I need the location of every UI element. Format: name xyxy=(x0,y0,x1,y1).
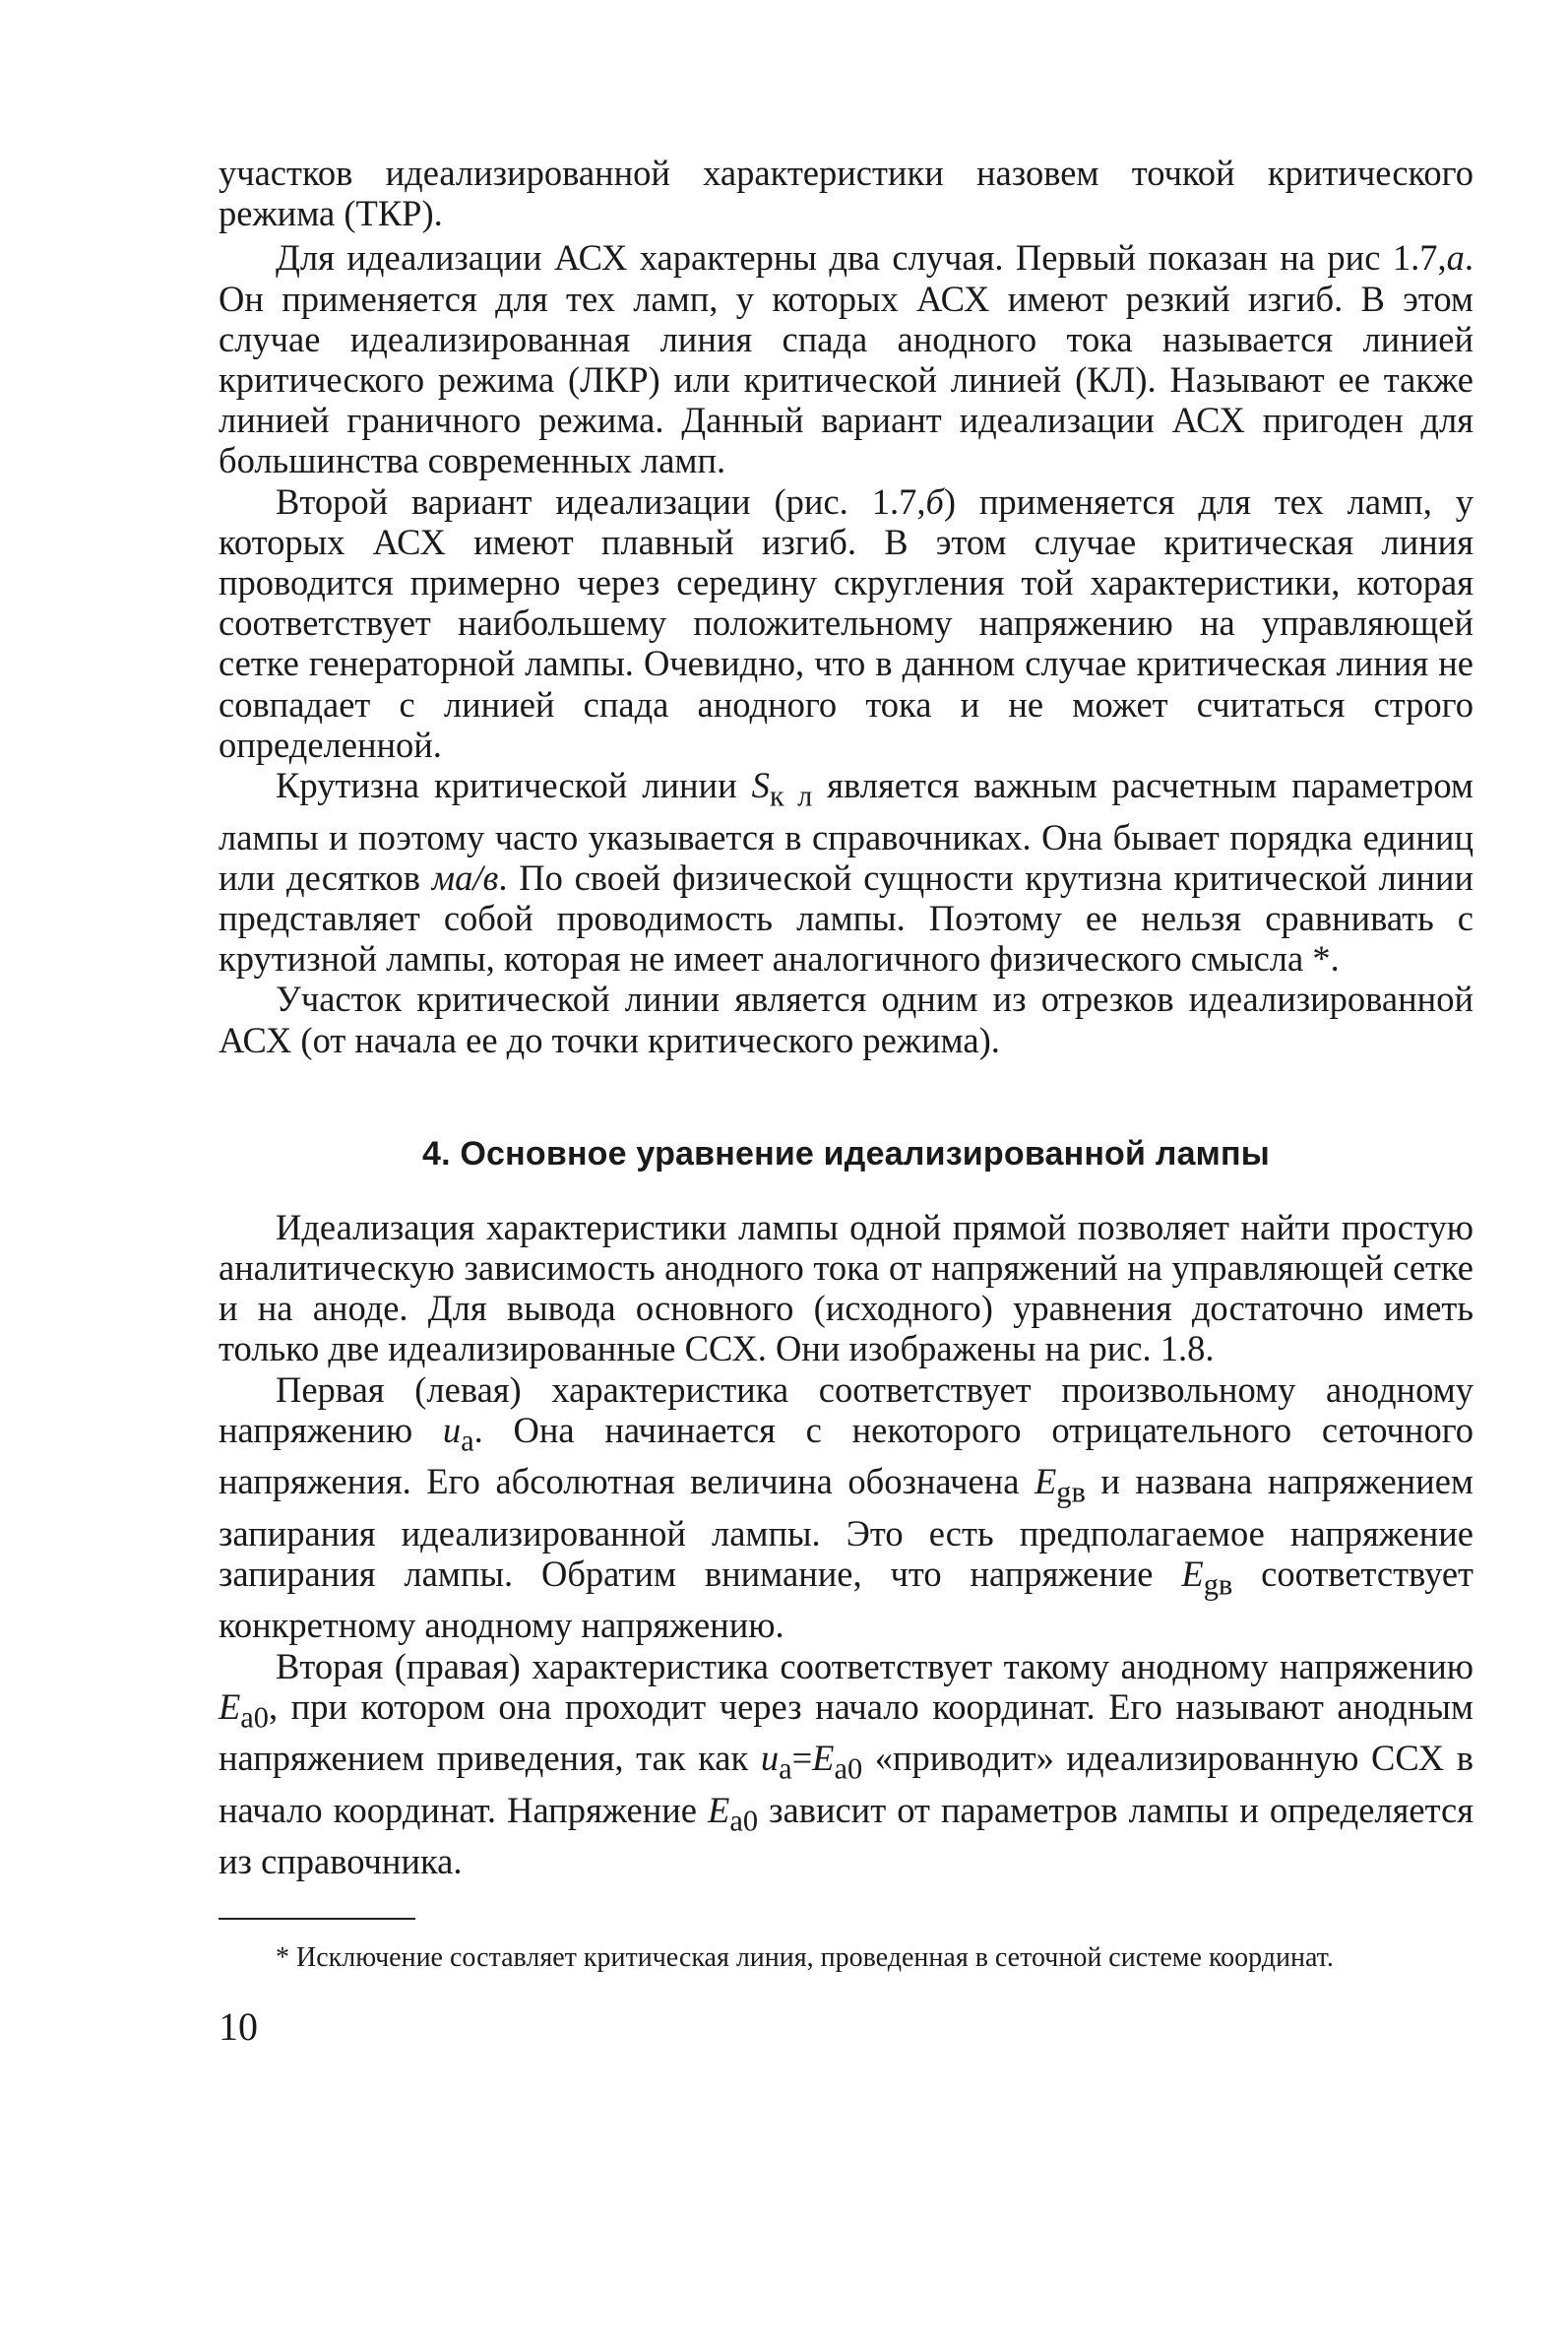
p8-subscript-1: а0 xyxy=(240,1700,269,1735)
page-body xyxy=(219,153,1474,2050)
p8-symbol-1: E xyxy=(219,1685,241,1727)
paragraph-5 xyxy=(219,979,1474,1059)
paragraph-8 xyxy=(219,1646,1474,1882)
paragraph-4 xyxy=(219,765,1474,979)
p1-text: участков идеализированной характеристики назовем точкой критического режима (ТКР). xyxy=(219,153,1474,234)
p3-fig-letter: б xyxy=(925,480,944,522)
p5-text: Участок критической линии является одним из отрезков идеализированной АСХ (от начала ее до точки критического режима). xyxy=(219,979,1474,1060)
p7-subscript-1: а xyxy=(461,1424,474,1458)
p8-text-b: , при котором она проходит через начало координат. Его называют анодным напряжением приведения, так как xyxy=(219,1685,1474,1779)
p4-unit: ма/в xyxy=(431,856,499,898)
p8-equals: = xyxy=(791,1738,813,1779)
p2-fig-letter: а xyxy=(1446,237,1465,279)
p8-text-c: «приводит» идеализированную ССХ в начало координат. Напряжение xyxy=(219,1738,1474,1830)
p7-symbol-3: E xyxy=(1181,1553,1204,1594)
p8-symbol-3: E xyxy=(812,1738,835,1779)
p8-subscript-3: а0 xyxy=(834,1751,863,1786)
p7-symbol-1: u xyxy=(442,1409,462,1450)
p7-subscript-2: gв xyxy=(1056,1475,1086,1509)
page-number: 10 xyxy=(219,2003,258,2049)
p8-text-d: зависит от параметров лампы и определяется из справочника. xyxy=(219,1789,1474,1882)
footnote-text: * Исключение составляет критическая линия, проведенная в сеточной системе координат. xyxy=(276,1941,1334,1973)
paragraph-7 xyxy=(219,1369,1474,1646)
p4-text-a: Крутизна критической линии xyxy=(276,765,737,806)
footnote-divider xyxy=(219,1918,415,1920)
footnote xyxy=(219,1941,1474,1974)
p4-text-b: является важным расчетным параметром лампы и поэтому часто указывается в справочниках. Она бывает порядка единиц или десятков xyxy=(219,765,1474,898)
p2-text-a: Для идеализации АСХ характерны два случая. Первый показан на рис 1.7, xyxy=(276,237,1447,279)
p7-text-a: Первая (левая) характеристика соответствует произвольному анодному напряжению xyxy=(219,1368,1474,1450)
p4-subscript: к л xyxy=(769,779,813,813)
p4-symbol: S xyxy=(751,765,770,806)
p7-text-c: и названа напряжением запирания идеализированной лампы. Это есть предполагаемое напряжение запирания лампы. Обратим внимание, что напряжение xyxy=(219,1461,1474,1594)
paragraph-6 xyxy=(219,1207,1474,1369)
section-heading: 4. Основное уравнение идеализированной лампы xyxy=(421,1134,1271,1173)
p8-text-a: Вторая (правая) характеристика соответствует такому анодному напряжению xyxy=(276,1645,1474,1686)
p3-text-b: ) применяется для тех ламп, у которых АСХ имеют плавный изгиб. В этом случае критическая линия проводится примерно через середину скругления той характеристики, которая соответствует наибольшему положительному напряжению на управляющей сетке генераторной лампы. Очевидно, что в данном случае критическая линия не совпадает с линией спада анодного тока и не может считаться строго определенной. xyxy=(219,480,1474,765)
p7-symbol-2: E xyxy=(1034,1461,1057,1502)
p7-text-d: соответствует конкретному анодному напряжению. xyxy=(219,1553,1474,1646)
p7-text-b: . Она начинается с некоторого отрицательного сеточного напряжения. Его абсолютная величина обозначена xyxy=(219,1409,1474,1502)
paragraph-3 xyxy=(219,481,1474,765)
p8-symbol-2: u xyxy=(760,1738,780,1779)
p6-text: Идеализация характеристики лампы одной прямой позволяет найти простую аналитическую зависимость анодного тока от напряжений на управляющей сетке и на аноде. Для вывода основного (исходного) уравнения достаточно иметь только две идеализированные ССХ. Они изображены на рис. 1.8. xyxy=(219,1206,1474,1369)
p8-symbol-4: E xyxy=(708,1789,730,1830)
p8-subscript-4: а0 xyxy=(729,1804,759,1838)
p7-subscript-3: gв xyxy=(1203,1567,1233,1602)
p4-text-c: . По своей физической сущности крутизна критической линии представляет собой проводимость лампы. Поэтому ее нельзя сравнивать с крутизной лампы, которая не имеет аналогичного физического смысла *. xyxy=(219,856,1474,980)
p8-subscript-2: а xyxy=(779,1751,792,1786)
p3-text-a: Второй вариант идеализации (рис. 1.7, xyxy=(276,480,926,522)
p2-text-b: . Он применяется для тех ламп, у которых АСХ имеют резкий изгиб. В этом случае идеализированная линия спада анодного тока называется линией критического режима (ЛКР) или критической линией (КЛ). Называют ее также линией граничного режима. Данный вариант идеализации АСХ пригоден для большинства современных ламп. xyxy=(219,237,1474,481)
paragraph-1 xyxy=(219,153,1474,233)
paragraph-2 xyxy=(219,237,1474,480)
